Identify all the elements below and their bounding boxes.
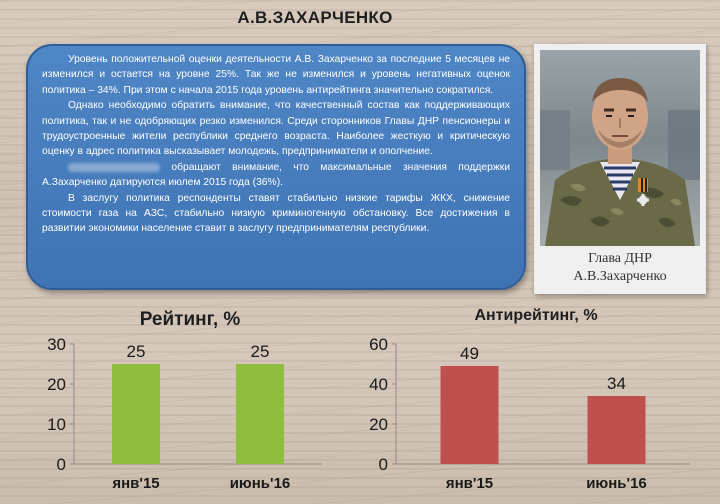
redacted-text (68, 163, 160, 172)
y-tick-label: 0 (378, 455, 388, 474)
rating-chart (0, 334, 360, 504)
x-tick-label: июнь'16 (586, 475, 647, 492)
text-paragraph: Однако необходимо обратить внимание, что качественный состав как поддерживающих политика, так и не одобряющих резко изменился. Среди сторонников Главы ДНР пенсионеры и трудоустроенные жители республики среднего возраста. Наиболее жесткую и критическую оценку в адрес политика высказывает молодежь, предприниматели и ополчение. (42, 100, 510, 158)
y-tick-label: 20 (47, 375, 66, 394)
data-label: 25 (250, 342, 270, 361)
caption-line: Глава ДНР (588, 251, 652, 266)
portrait-illustration (540, 50, 700, 246)
portrait-card (534, 44, 706, 294)
antirating-chart (360, 334, 720, 504)
text-paragraph: В заслугу политика респонденты ставят стабильно низкие тарифы ЖКХ, снижение стоимости газа на АЗС, стабильно низкую криминогенную обстановку. Все достижения в развитии экономики население ставит в заслугу предпринимателям республики. (42, 192, 510, 235)
chart-title-antirating: Антирейтинг, % (474, 307, 598, 324)
bar (112, 364, 160, 464)
portrait-photo (540, 50, 700, 246)
y-tick-label: 20 (369, 415, 388, 434)
chart-title-rating: Рейтинг, % (139, 309, 241, 330)
x-tick-label: июнь'16 (229, 475, 291, 492)
data-label: 49 (460, 344, 479, 363)
text-paragraph-content: обращают внимание, что максимальные значения поддержки А.Захарченко датируются июлем 2015 года (36%). (42, 161, 510, 189)
x-tick-label: янв'15 (112, 475, 160, 492)
bar (588, 396, 646, 464)
page-title: А.В.ЗАХАРЧЕНКО (237, 8, 393, 27)
bar (441, 366, 499, 464)
text-paragraph: Уровень положительной оценки деятельности А.В. Захарченко за последние 5 месяцев не изменился и остается на уровне 25%. Так же не изменился и уровень негативных оценок политика – 34%. При этом с начала 2015 года уровень антирейтинга значительно сократился. (42, 54, 510, 96)
y-tick-label: 40 (369, 375, 388, 394)
y-tick-label: 0 (56, 455, 66, 474)
portrait-caption (534, 250, 706, 286)
data-label: 25 (126, 342, 146, 361)
y-tick-label: 10 (47, 415, 66, 434)
y-tick-label: 30 (47, 335, 66, 354)
x-tick-label: янв'15 (445, 475, 494, 492)
y-tick-label: 60 (369, 335, 388, 354)
text-panel (26, 44, 526, 290)
caption-line: А.В.Захарченко (573, 269, 667, 284)
data-label: 34 (607, 374, 626, 393)
text-paragraph (42, 160, 510, 191)
bar (236, 364, 284, 464)
